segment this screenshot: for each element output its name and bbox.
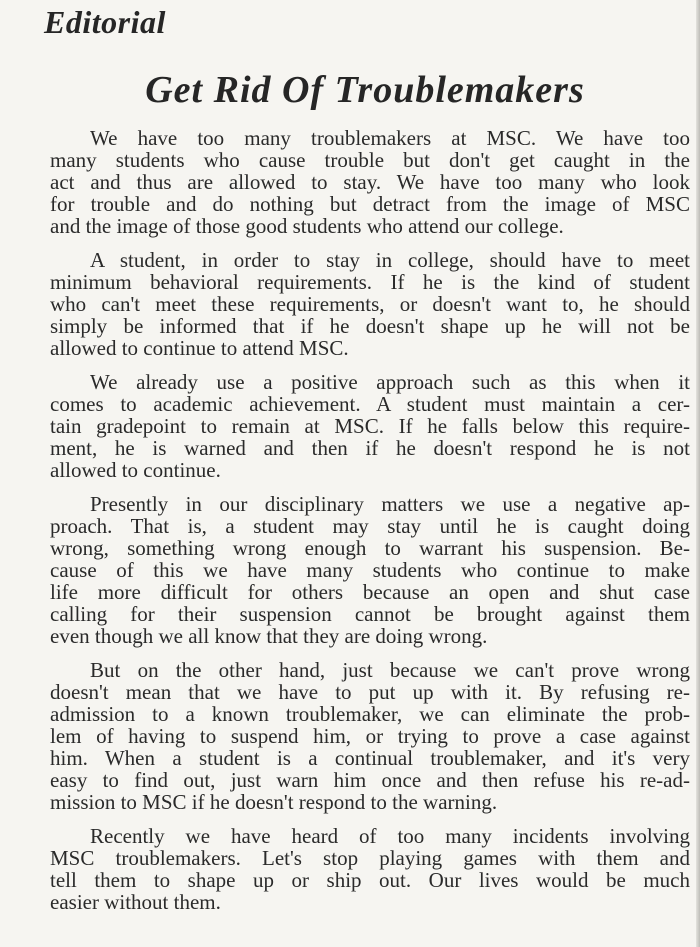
text-line: mission to MSC if he doesn't respond to the warning.	[50, 790, 498, 814]
text-line: easy to find out, just warn him once and then refuse his re-ad-	[50, 768, 690, 792]
text-line: MSC troublemakers. Let's stop playing games with them and	[50, 846, 690, 870]
text-line: tain gradepoint to remain at MSC. If he falls below this require-	[50, 414, 690, 438]
text-line: doesn't mean that we have to put up with it. By refusing re-	[50, 680, 690, 704]
paragraph	[50, 127, 690, 237]
text-line: for trouble and do nothing but detract from the image of MSC	[50, 192, 690, 216]
page-edge	[696, 0, 700, 947]
text-line: But on the other hand, just because we can't prove wrong	[90, 658, 690, 682]
text-line: wrong, something wrong enough to warrant his suspension. Be-	[50, 536, 690, 560]
text-line: allowed to continue to attend MSC.	[50, 336, 349, 360]
text-line: him. When a student is a continual troublemaker, and it's very	[50, 746, 690, 770]
text-line: life more difficult for others because an open and shut case	[50, 580, 690, 604]
text-line: and the image of those good students who attend our college.	[50, 214, 564, 238]
paragraph	[50, 659, 690, 813]
text-line: allowed to continue.	[50, 458, 221, 482]
text-line: many students who cause trouble but don't get caught in the	[50, 148, 690, 172]
text-line: calling for their suspension cannot be brought against them	[50, 602, 690, 626]
text-line: A student, in order to stay in college, should have to meet	[90, 248, 690, 272]
text-line: ment, he is warned and then if he doesn't respond he is not	[50, 436, 690, 460]
text-line: simply be informed that if he doesn't shape up he will not be	[50, 314, 690, 338]
paragraph	[50, 825, 690, 913]
text-line: act and thus are allowed to stay. We have too many who look	[50, 170, 690, 194]
section-label: Editorial	[44, 4, 166, 40]
article-title: Get Rid Of Troublemakers	[145, 69, 585, 111]
text-line: cause of this we have many students who continue to make	[50, 558, 690, 582]
text-line: Recently we have heard of too many incidents involving	[90, 824, 690, 848]
text-line: comes to academic achievement. A student must maintain a cer-	[50, 392, 690, 416]
text-line: even though we all know that they are doing wrong.	[50, 624, 488, 648]
text-line: admission to a known troublemaker, we can eliminate the prob-	[50, 702, 690, 726]
paragraph	[50, 249, 690, 359]
text-line: We already use a positive approach such as this when it	[90, 370, 690, 394]
text-line: Presently in our disciplinary matters we use a negative ap-	[90, 492, 690, 516]
text-line: We have too many troublemakers at MSC. We have too	[90, 126, 690, 150]
text-line: lem of having to suspend him, or trying to prove a case against	[50, 724, 690, 748]
text-line: easier without them.	[50, 890, 221, 914]
paragraph	[50, 493, 690, 647]
article-body	[50, 127, 690, 925]
text-line: who can't meet these requirements, or doesn't want to, he should	[50, 292, 690, 316]
text-line: proach. That is, a student may stay until he is caught doing	[50, 514, 690, 538]
paragraph	[50, 371, 690, 481]
text-line: minimum behavioral requirements. If he is the kind of student	[50, 270, 690, 294]
text-line: tell them to shape up or ship out. Our lives would be much	[50, 868, 690, 892]
